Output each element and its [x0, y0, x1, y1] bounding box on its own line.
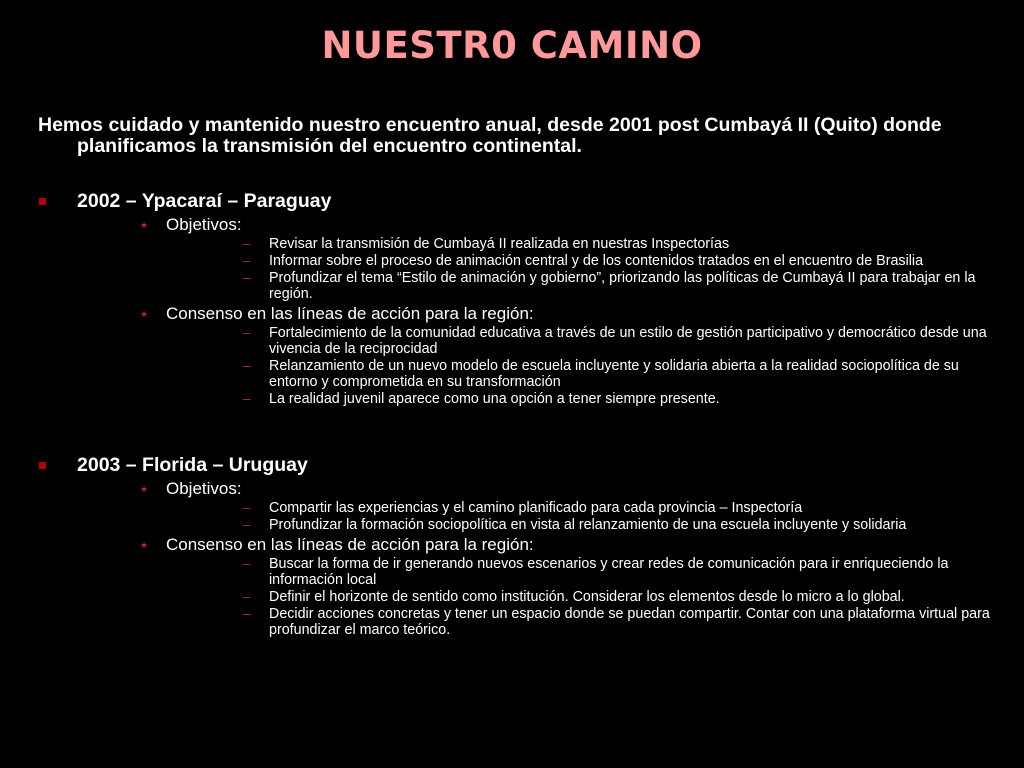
- group-objetivos: [0, 215, 1024, 302]
- group-title: Objetivos:: [166, 215, 242, 234]
- group-consenso: [0, 535, 1024, 638]
- list-item: [0, 358, 1024, 390]
- group-title: Objetivos:: [166, 479, 242, 498]
- list-item: [0, 325, 1024, 357]
- item-text: Decidir acciones concretas y tener un espacio donde se puedan compartir. Contar con una plataforma virtual para profundizar el marco teórico.: [269, 606, 990, 638]
- square-bullet-icon: [39, 462, 46, 469]
- square-bullet-icon: [39, 198, 46, 205]
- item-text: Relanzamiento de un nuevo modelo de escuela incluyente y solidaria abierta a la realidad sociopolítica de su entorno y comprometida en su transformación: [269, 358, 959, 390]
- dash-bullet-icon: –: [243, 236, 251, 251]
- item-list: [0, 325, 1024, 407]
- item-text: Fortalecimiento de la comunidad educativa a través de un estilo de gestión participativo y democrático desde una vivencia de la reciprocidad: [269, 325, 987, 357]
- section-2003: [0, 453, 1024, 638]
- item-text: Informar sobre el proceso de animación central y de los contenidos tratados en el encuentro de Brasilia: [269, 253, 924, 269]
- list-item: [0, 236, 1024, 252]
- group-objetivos: [0, 479, 1024, 533]
- section-header: [0, 453, 1024, 477]
- dash-bullet-icon: –: [243, 270, 251, 285]
- list-item: [0, 270, 1024, 302]
- dash-bullet-icon: –: [243, 556, 251, 571]
- group-consenso: [0, 304, 1024, 407]
- list-item: [0, 391, 1024, 407]
- list-item: [0, 606, 1024, 638]
- section-title: 2002 – Ypacaraí – Paraguay: [77, 190, 332, 212]
- item-text: Revisar la transmisión de Cumbayá II realizada en nuestras Inspectorías: [269, 236, 730, 252]
- list-item: [0, 556, 1024, 588]
- section-header: [0, 189, 1024, 213]
- group-header: [0, 215, 1024, 235]
- intro-paragraph: Hemos cuidado y mantenido nuestro encuentro anual, desde 2001 post Cumbayá II (Quito) donde planificamos la transmisión del encuentro continental.: [38, 114, 942, 157]
- star-bullet-icon: ★: [140, 309, 149, 319]
- item-text: Definir el horizonte de sentido como institución. Considerar los elementos desde lo micro a lo global.: [269, 589, 905, 605]
- item-text: La realidad juvenil aparece como una opción a tener siempre presente.: [269, 391, 720, 407]
- dash-bullet-icon: –: [243, 391, 251, 406]
- dash-bullet-icon: –: [243, 517, 251, 532]
- item-text: Profundizar el tema “Estilo de animación y gobierno”, priorizando las políticas de Cumbayá II para trabajar en la región.: [269, 270, 976, 302]
- dash-bullet-icon: –: [243, 253, 251, 268]
- group-header: [0, 535, 1024, 555]
- group-header: [0, 304, 1024, 324]
- item-list: [0, 556, 1024, 638]
- list-item: [0, 589, 1024, 605]
- list-item: [0, 253, 1024, 269]
- dash-bullet-icon: –: [243, 589, 251, 604]
- dash-bullet-icon: –: [243, 606, 251, 621]
- slide-title: NUESTR0 CAMINO: [321, 24, 703, 67]
- item-text: Profundizar la formación sociopolítica en vista al relanzamiento de una escuela incluyente y solidaria: [269, 517, 907, 533]
- item-text: Buscar la forma de ir generando nuevos escenarios y crear redes de comunicación para ir enriqueciendo la información local: [269, 556, 949, 588]
- item-list: [0, 500, 1024, 533]
- star-bullet-icon: ★: [140, 484, 149, 494]
- star-bullet-icon: ★: [140, 220, 149, 230]
- group-title: Consenso en las líneas de acción para la región:: [166, 304, 534, 323]
- star-bullet-icon: ★: [140, 540, 149, 550]
- dash-bullet-icon: –: [243, 500, 251, 515]
- item-text: Compartir las experiencias y el camino planificado para cada provincia – Inspectoría: [269, 500, 803, 516]
- item-list: [0, 236, 1024, 302]
- dash-bullet-icon: –: [243, 325, 251, 340]
- group-title: Consenso en las líneas de acción para la región:: [166, 535, 534, 554]
- section-2002: [0, 189, 1024, 407]
- list-item: [0, 517, 1024, 533]
- group-header: [0, 479, 1024, 499]
- list-item: [0, 500, 1024, 516]
- section-title: 2003 – Florida – Uruguay: [77, 454, 308, 476]
- dash-bullet-icon: –: [243, 358, 251, 373]
